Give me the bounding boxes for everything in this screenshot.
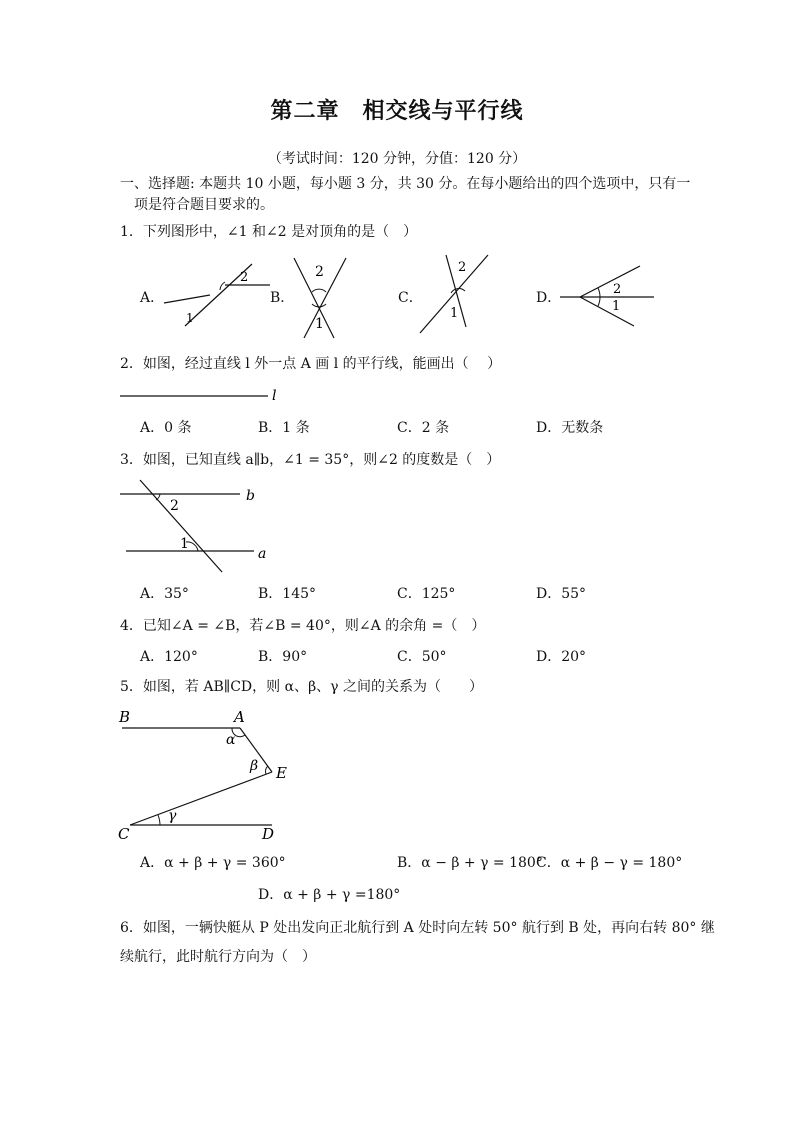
question-1 bbox=[120, 222, 417, 242]
question-5-stem: 5．如图，若 AB∥CD，则 α、β、γ 之间的关系为（ ） bbox=[120, 679, 483, 695]
q1-figure-a bbox=[160, 258, 270, 328]
question-2-stem: 2．如图，经过直线 l 外一点 A 画 l 的平行线，能画出（ ） bbox=[120, 356, 502, 372]
q5-option-d[interactable]: D．α + β + γ =180° bbox=[258, 887, 401, 903]
q1c-label-1: 1 bbox=[450, 306, 459, 321]
q3-option-c[interactable]: C．125° bbox=[397, 586, 456, 602]
q2-option-c[interactable]: C．2 条 bbox=[397, 420, 450, 436]
q2-option-b[interactable]: B．1 条 bbox=[258, 420, 310, 436]
q3-figure bbox=[118, 478, 278, 578]
q4-option-b[interactable]: B．90° bbox=[258, 649, 308, 665]
q3-option-d[interactable]: D．55° bbox=[536, 586, 587, 602]
q1-figure-c bbox=[418, 253, 492, 337]
q5-option-c[interactable]: C．α + β − γ = 180° bbox=[536, 855, 683, 871]
question-3-stem: 3．如图，已知直线 a∥b，∠1 = 35°，则∠2 的度数是（ ） bbox=[120, 452, 501, 468]
section-heading-line1: 一、选择题: 本题共 10 小题，每小题 3 分，共 30 分。在每小题给出的四个选项中，只有一 bbox=[120, 176, 691, 192]
q1-figure-d bbox=[560, 264, 660, 330]
q1a-label-2: 2 bbox=[240, 270, 249, 285]
q3-label-2: 2 bbox=[170, 498, 179, 514]
q5-option-b[interactable]: B．α − β + γ = 180° bbox=[397, 855, 543, 871]
q5-label-B: B bbox=[119, 708, 131, 726]
q1-option-a-label[interactable]: A． bbox=[140, 290, 165, 306]
question-1-stem: 1．下列图形中，∠1 和∠2 是对顶角的是（ ） bbox=[120, 224, 418, 240]
q2-line-label: l bbox=[272, 388, 277, 404]
q5-figure bbox=[116, 706, 296, 842]
q4-option-d[interactable]: D．20° bbox=[536, 649, 587, 665]
q1d-label-2: 2 bbox=[613, 282, 622, 297]
q1a-label-1: 1 bbox=[186, 311, 194, 325]
q1-option-b-label[interactable]: B． bbox=[270, 290, 295, 306]
q5-label-alpha: α bbox=[226, 732, 236, 748]
q5-label-E: E bbox=[276, 764, 287, 782]
q3-label-a: a bbox=[258, 546, 267, 562]
q5-label-gamma: γ bbox=[168, 808, 177, 824]
q3-label-1: 1 bbox=[180, 536, 189, 552]
q2-option-d[interactable]: D．无数条 bbox=[536, 420, 604, 436]
q1b-label-2: 2 bbox=[315, 264, 324, 280]
q1-option-d-label[interactable]: D． bbox=[536, 290, 562, 306]
q1c-label-2: 2 bbox=[458, 260, 467, 275]
q1d-label-1: 1 bbox=[612, 299, 621, 314]
q2-figure bbox=[120, 386, 290, 406]
q3-label-b: b bbox=[246, 488, 255, 504]
q1b-label-1: 1 bbox=[315, 316, 324, 332]
q1-figure-b bbox=[290, 254, 350, 338]
q1-option-c-label[interactable]: C． bbox=[398, 290, 423, 306]
question-6-line1: 6．如图，一辆快艇从 P 处出发向正北航行到 A 处时向左转 50° 航行到 B 处，再向右转 80° 继 bbox=[120, 920, 715, 936]
question-4-stem: 4．已知∠A = ∠B，若∠B = 40°，则∠A 的余角 =（ ） bbox=[120, 618, 486, 634]
exam-info: （考试时间：120 分钟，分值：120 分） bbox=[267, 151, 527, 167]
q2-option-a[interactable]: A．0 条 bbox=[140, 420, 192, 436]
q4-option-c[interactable]: C．50° bbox=[397, 649, 447, 665]
question-6-line2: 续航行，此时航行方向为（ ） bbox=[120, 949, 316, 965]
q5-label-D: D bbox=[262, 825, 275, 843]
q5-label-C: C bbox=[118, 825, 130, 843]
q5-option-a[interactable]: A．α + β + γ = 360° bbox=[140, 855, 286, 871]
q3-option-b[interactable]: B．145° bbox=[258, 586, 317, 602]
section-heading-line2: 项是符合题目要求的。 bbox=[134, 197, 274, 213]
page-title: 第二章 相交线与平行线 bbox=[270, 99, 524, 124]
q5-label-A: A bbox=[234, 708, 245, 726]
q4-option-a[interactable]: A．120° bbox=[140, 649, 198, 665]
q3-option-a[interactable]: A．35° bbox=[140, 586, 189, 602]
q5-label-beta: β bbox=[250, 758, 259, 774]
